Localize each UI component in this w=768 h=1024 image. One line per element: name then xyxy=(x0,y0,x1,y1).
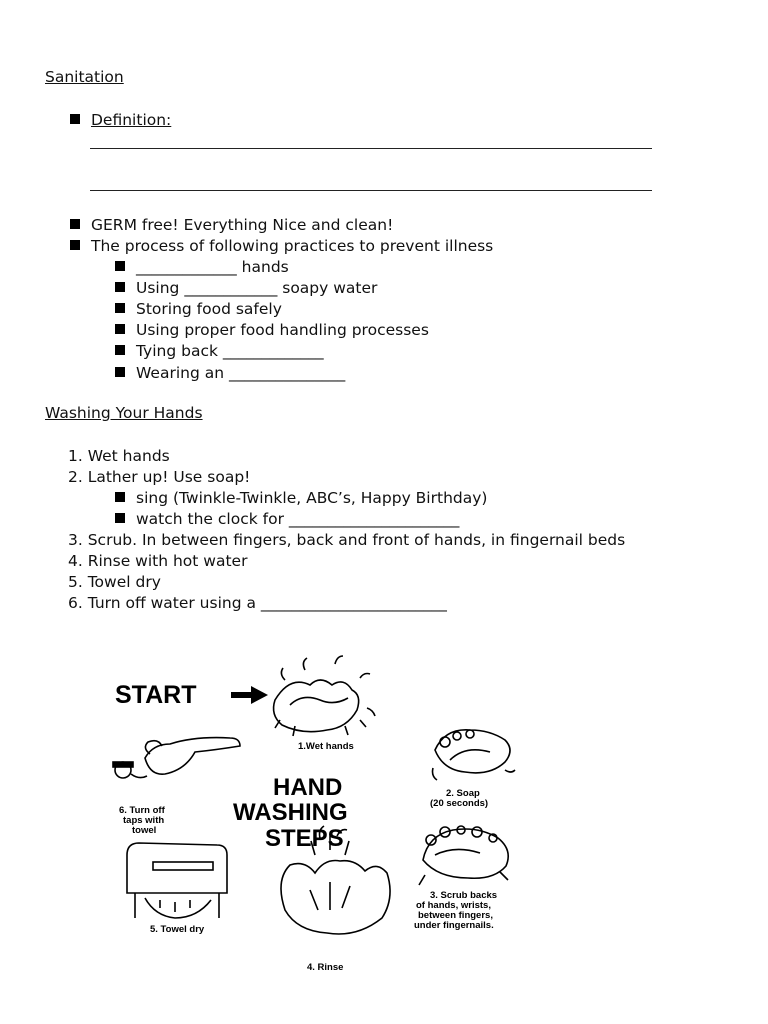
sub-bullet-item xyxy=(115,278,377,299)
hand-washing-figure xyxy=(105,650,545,980)
definition-label: Definition: xyxy=(91,111,172,129)
caption-scrub-line2: of hands, wrists, xyxy=(416,900,491,911)
sub-bullet-text: _____________ hands xyxy=(136,258,289,276)
sub-bullet-text: Storing food safely xyxy=(136,300,282,318)
caption-taps-line2: taps with xyxy=(123,815,165,826)
sub-bullet-text: Using proper food handling processes xyxy=(136,321,429,339)
step-item: 1. Wet hands xyxy=(68,447,170,465)
title-line-steps: STEPS xyxy=(265,825,344,852)
caption-soap-line1: 2. Soap xyxy=(446,788,480,799)
sub-bullet-text: Tying back _____________ xyxy=(136,342,324,360)
square-bullet-icon xyxy=(115,282,125,292)
wet-hands-icon xyxy=(274,656,375,736)
definition-line-2 xyxy=(90,190,652,191)
square-bullet-icon xyxy=(115,492,125,502)
caption-scrub-line1: 3. Scrub backs xyxy=(430,890,498,901)
caption-scrub-line3: between fingers, xyxy=(418,910,493,921)
caption-wet: 1.Wet hands xyxy=(298,741,354,752)
square-bullet-icon xyxy=(115,261,125,271)
square-bullet-icon xyxy=(115,345,125,355)
title-line-hand: HAND xyxy=(273,774,343,801)
soap-hands-icon xyxy=(433,730,516,780)
step-item: 6. Turn off water using a ________________________ xyxy=(68,594,447,612)
bullet-item xyxy=(70,236,493,257)
sub-bullet-text: Using ____________ soapy water xyxy=(136,279,378,297)
caption-scrub-line4: under fingernails. xyxy=(414,920,494,931)
sub-bullet-item xyxy=(115,509,459,530)
sub-bullet-text: Wearing an _______________ xyxy=(136,364,346,382)
sub-bullet-item xyxy=(115,320,429,341)
washing-heading: Washing Your Hands xyxy=(45,404,203,422)
square-bullet-icon xyxy=(115,303,125,313)
square-bullet-icon xyxy=(70,114,80,124)
arrow-icon xyxy=(231,686,268,704)
sanitation-heading: Sanitation xyxy=(45,68,124,86)
title-line-washing: WASHING xyxy=(233,799,348,826)
scrub-hands-icon xyxy=(419,826,508,885)
caption-taps-line3: towel xyxy=(132,825,157,836)
definition-line-1 xyxy=(90,148,652,149)
square-bullet-icon xyxy=(115,513,125,523)
definition-item xyxy=(70,110,171,131)
start-label: START xyxy=(115,681,197,709)
square-bullet-icon xyxy=(70,219,80,229)
square-bullet-icon xyxy=(70,240,80,250)
sub-bullet-text: sing (Twinkle-Twinkle, ABC’s, Happy Birthday) xyxy=(136,489,488,507)
sub-bullet-item xyxy=(115,341,324,362)
step-item: 2. Lather up! Use soap! xyxy=(68,468,251,486)
step-item: 3. Scrub. In between fingers, back and front of hands, in fingernail beds xyxy=(68,531,626,549)
bullet-text: GERM free! Everything Nice and clean! xyxy=(91,216,394,234)
sub-bullet-text: watch the clock for ______________________ xyxy=(136,510,460,528)
caption-taps-line1: 6. Turn off xyxy=(119,805,165,816)
bullet-item xyxy=(70,215,393,236)
sub-bullet-item xyxy=(115,363,345,384)
sub-bullet-item xyxy=(115,257,289,278)
towel-dispenser-icon xyxy=(127,843,227,918)
bullet-text: The process of following practices to prevent illness xyxy=(91,237,494,255)
sub-bullet-item xyxy=(115,488,487,509)
square-bullet-icon xyxy=(115,367,125,377)
sub-bullet-item xyxy=(115,299,282,320)
square-bullet-icon xyxy=(115,324,125,334)
step-item: 5. Towel dry xyxy=(68,573,161,591)
caption-rinse: 4. Rinse xyxy=(307,962,344,973)
caption-towel: 5. Towel dry xyxy=(150,924,205,935)
caption-soap-line2: (20 seconds) xyxy=(430,798,489,809)
tap-towel-icon xyxy=(113,738,240,778)
step-item: 4. Rinse with hot water xyxy=(68,552,248,570)
